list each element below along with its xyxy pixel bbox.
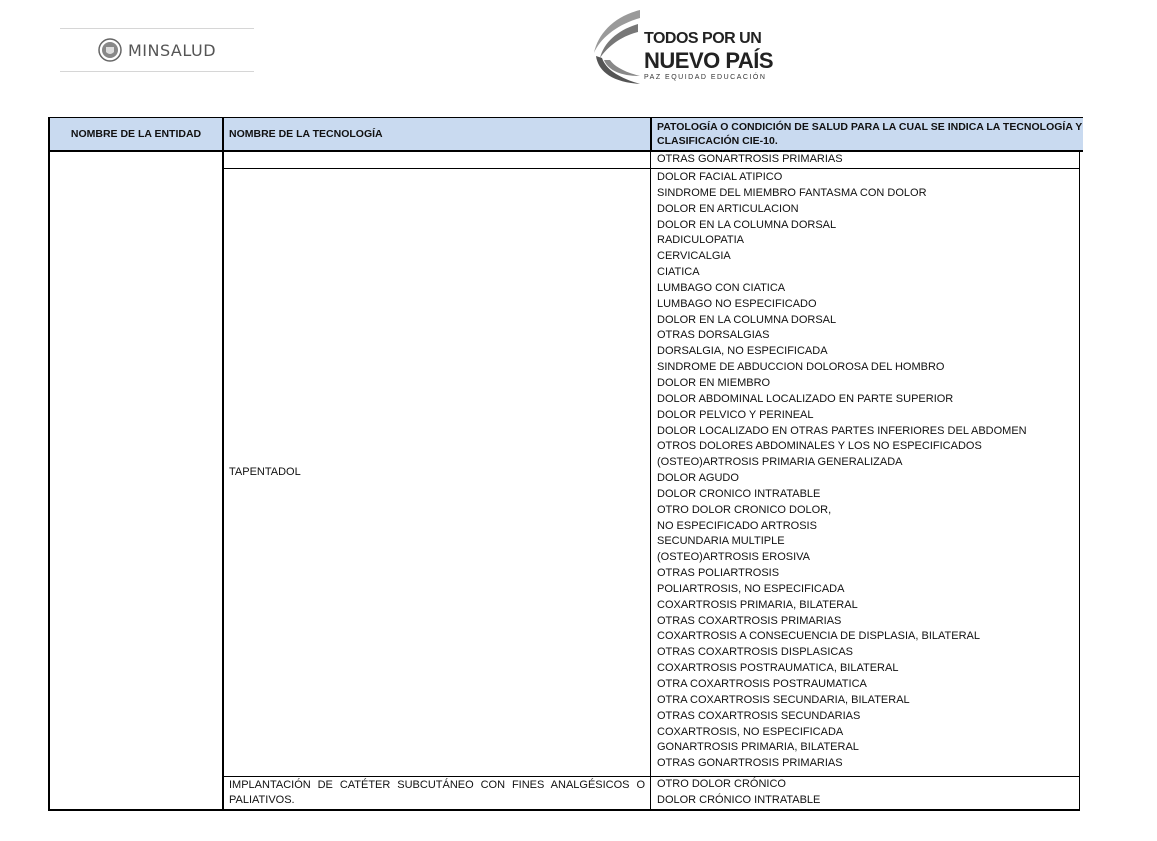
row3-technology: IMPLANTACIÓN DE CATÉTER SUBCUTÁNEO CON FINES ANALGÉSICOS O PALIATIVOS.: [229, 779, 645, 806]
tecnologia-column-right-border: [650, 117, 651, 811]
logo-line-1: TODOS POR UN: [644, 30, 762, 47]
list-item: LUMBAGO NO ESPECIFICADO: [657, 297, 817, 310]
list-item: OTRA COXARTROSIS SECUNDARIA, BILATERAL: [657, 693, 910, 706]
list-item: OTRAS COXARTROSIS DISPLASICAS: [657, 646, 854, 659]
list-item: OTRAS GONARTROSIS PRIMARIAS: [657, 153, 843, 165]
list-item: NO ESPECIFICADO ARTROSIS: [657, 519, 817, 532]
list-item: DOLOR EN ARTICULACION: [657, 202, 799, 215]
list-item: OTROS DOLORES ABDOMINALES Y LOS NO ESPECIFICADOS: [657, 440, 982, 453]
table-bottom-border: [48, 809, 1080, 811]
row2-technology: TAPENTADOL: [229, 466, 301, 478]
list-item: OTRO DOLOR CRÓNICO: [657, 778, 786, 790]
row3-conditions-list: [657, 777, 820, 809]
list-item: OTRA COXARTROSIS POSTRAUMATICA: [657, 678, 867, 690]
list-item: SINDROME DE ABDUCCION DOLOROSA DEL HOMBRO: [657, 361, 945, 374]
list-item: COXARTROSIS PRIMARIA, BILATERAL: [657, 598, 858, 611]
list-item: DOLOR EN LA COLUMNA DORSAL: [657, 218, 837, 231]
list-item: COXARTROSIS A CONSECUENCIA DE DISPLASIA, BILATERAL: [657, 630, 980, 643]
list-item: SECUNDARIA MULTIPLE: [657, 535, 785, 548]
row1-conditions-list: [657, 152, 843, 168]
list-item: OTRAS COXARTROSIS PRIMARIAS: [657, 614, 842, 627]
column-header-patologia: PATOLOGÍA O CONDICIÓN DE SALUD PARA LA CUAL SE INDICA LA TECNOLOGÍA Y CLASIFICACIÓN CIE-10.: [651, 117, 1083, 151]
column-header-entidad: NOMBRE DE LA ENTIDAD: [48, 117, 223, 151]
todos-por-un-nuevo-pais-logo: [590, 8, 790, 88]
list-item: DOLOR CRÓNICO INTRATABLE: [657, 793, 821, 806]
list-item: LUMBAGO CON CIATICA: [657, 281, 786, 294]
row2-bottom-border: [223, 776, 1080, 777]
list-item: DORSALGIA, NO ESPECIFICADA: [657, 345, 828, 358]
list-item: CERVICALGIA: [657, 250, 731, 263]
entidad-column-left-border: [48, 117, 50, 811]
minsalud-logo: [60, 28, 254, 72]
swoosh-logo-icon: [590, 8, 642, 86]
list-item: DOLOR LOCALIZADO EN OTRAS PARTES INFERIORES DEL ABDOMEN: [657, 424, 1027, 437]
header-bottom-border: [48, 150, 1083, 152]
list-item: COXARTROSIS POSTRAUMATICA, BILATERAL: [657, 662, 899, 675]
row1-bottom-border: [223, 168, 1080, 169]
coat-of-arms-icon: [98, 38, 122, 62]
list-item: OTRO DOLOR CRONICO DOLOR,: [657, 503, 832, 516]
logo-tagline: PAZ EQUIDAD EDUCACIÓN: [644, 74, 767, 81]
patologia-column-right-border: [1079, 151, 1080, 811]
logo-line-2: NUEVO PAÍS: [644, 48, 774, 73]
list-item: DOLOR PELVICO Y PERINEAL: [657, 408, 814, 421]
row2-conditions-list: [657, 170, 1027, 772]
list-item: OTRAS COXARTROSIS SECUNDARIAS: [657, 709, 861, 722]
list-item: (OSTEO)ARTROSIS PRIMARIA GENERALIZADA: [657, 456, 903, 469]
list-item: RADICULOPATIA: [657, 234, 744, 247]
list-item: COXARTROSIS, NO ESPECIFICADA: [657, 725, 844, 738]
list-item: DOLOR CRONICO INTRATABLE: [657, 487, 821, 500]
column-header-tecnologia: NOMBRE DE LA TECNOLOGÍA: [223, 117, 651, 151]
list-item: DOLOR EN MIEMBRO: [657, 376, 771, 389]
list-item: DOLOR EN LA COLUMNA DORSAL: [657, 313, 837, 326]
list-item: SINDROME DEL MIEMBRO FANTASMA CON DOLOR: [657, 186, 927, 199]
list-item: OTRAS POLIARTROSIS: [657, 567, 780, 580]
list-item: GONARTROSIS PRIMARIA, BILATERAL: [657, 741, 859, 754]
list-item: DOLOR FACIAL ATIPICO: [657, 171, 783, 183]
list-item: DOLOR ABDOMINAL LOCALIZADO EN PARTE SUPERIOR: [657, 392, 954, 405]
entidad-column-right-border: [222, 117, 224, 811]
list-item: OTRAS GONARTROSIS PRIMARIAS: [657, 757, 843, 770]
list-item: DOLOR AGUDO: [657, 472, 739, 485]
minsalud-logo-text: MINSALUD: [127, 40, 217, 60]
list-item: (OSTEO)ARTROSIS EROSIVA: [657, 551, 811, 564]
list-item: POLIARTROSIS, NO ESPECIFICADA: [657, 582, 845, 595]
list-item: CIATICA: [657, 266, 700, 279]
list-item: OTRAS DORSALGIAS: [657, 329, 770, 342]
